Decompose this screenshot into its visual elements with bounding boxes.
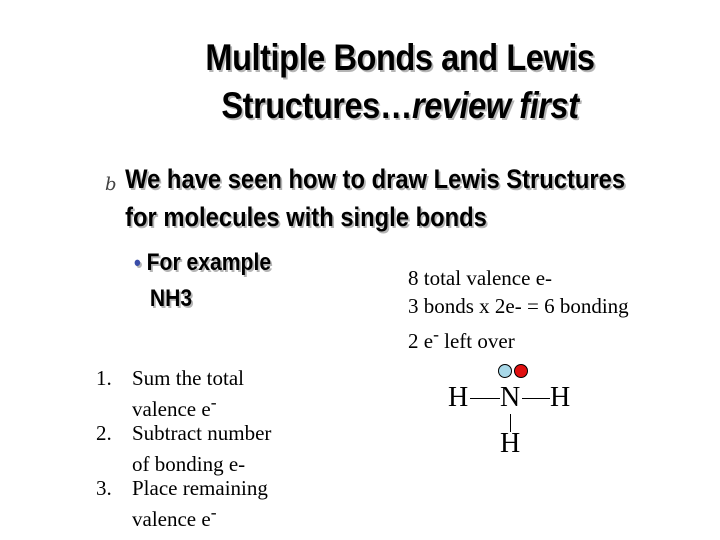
step-number: 1. [96,366,112,390]
hydrogen-bottom: H [500,428,521,459]
hydrogen-right: H [550,382,571,413]
nitrogen-center: N [500,382,521,413]
step-line-2: of bonding e- [132,452,246,476]
valence-line-3 [408,320,708,355]
step-superscript: - [210,502,217,522]
step-item [96,421,336,476]
valence-count-note [408,264,708,355]
step-item [96,476,336,531]
steps-list [96,366,336,531]
hydrogen-left: H [448,382,469,413]
valence-line-3-sup: - [433,324,439,344]
molecule-formula: NH3 [149,285,193,312]
title-line-1: Multiple Bonds and Lewis [205,37,595,78]
lone-pair-electron [514,364,528,378]
title-line-2-italic: review first [411,85,579,126]
valence-line-3-a: 2 e [408,329,434,353]
step-superscript: - [210,392,217,412]
valence-line-1: 8 total valence e- [408,266,553,290]
sub-bullet-dot-icon: • [134,250,141,275]
sub-bullet [134,245,354,317]
title-line-2 [136,82,664,130]
step-number: 2. [96,421,112,445]
main-bullet-line-2: for molecules with single bonds [125,202,487,232]
step-line-2: valence e [132,397,211,421]
step-line-1: Place remaining [132,476,268,500]
valence-line-2: 3 bonds x 2e- = 6 bonding [408,294,629,318]
main-bullet-line-1: We have seen how to draw Lewis Structures [125,164,626,194]
step-line-1: Sum the total [132,366,244,390]
step-line-2: valence e [132,507,211,531]
sub-bullet-text: For example [146,249,272,276]
bond-left [470,398,500,399]
bullet-icon: b [105,174,117,195]
step-line-1: Subtract number [132,421,272,445]
valence-line-3-b: left over [438,329,515,353]
lone-pair-electron [498,364,512,378]
step-number: 3. [96,476,112,500]
step-item [96,366,336,421]
bond-right [522,398,550,399]
main-bullet [104,160,650,236]
title-line-2-plain: Structures… [221,85,412,126]
slide-title [136,34,664,130]
